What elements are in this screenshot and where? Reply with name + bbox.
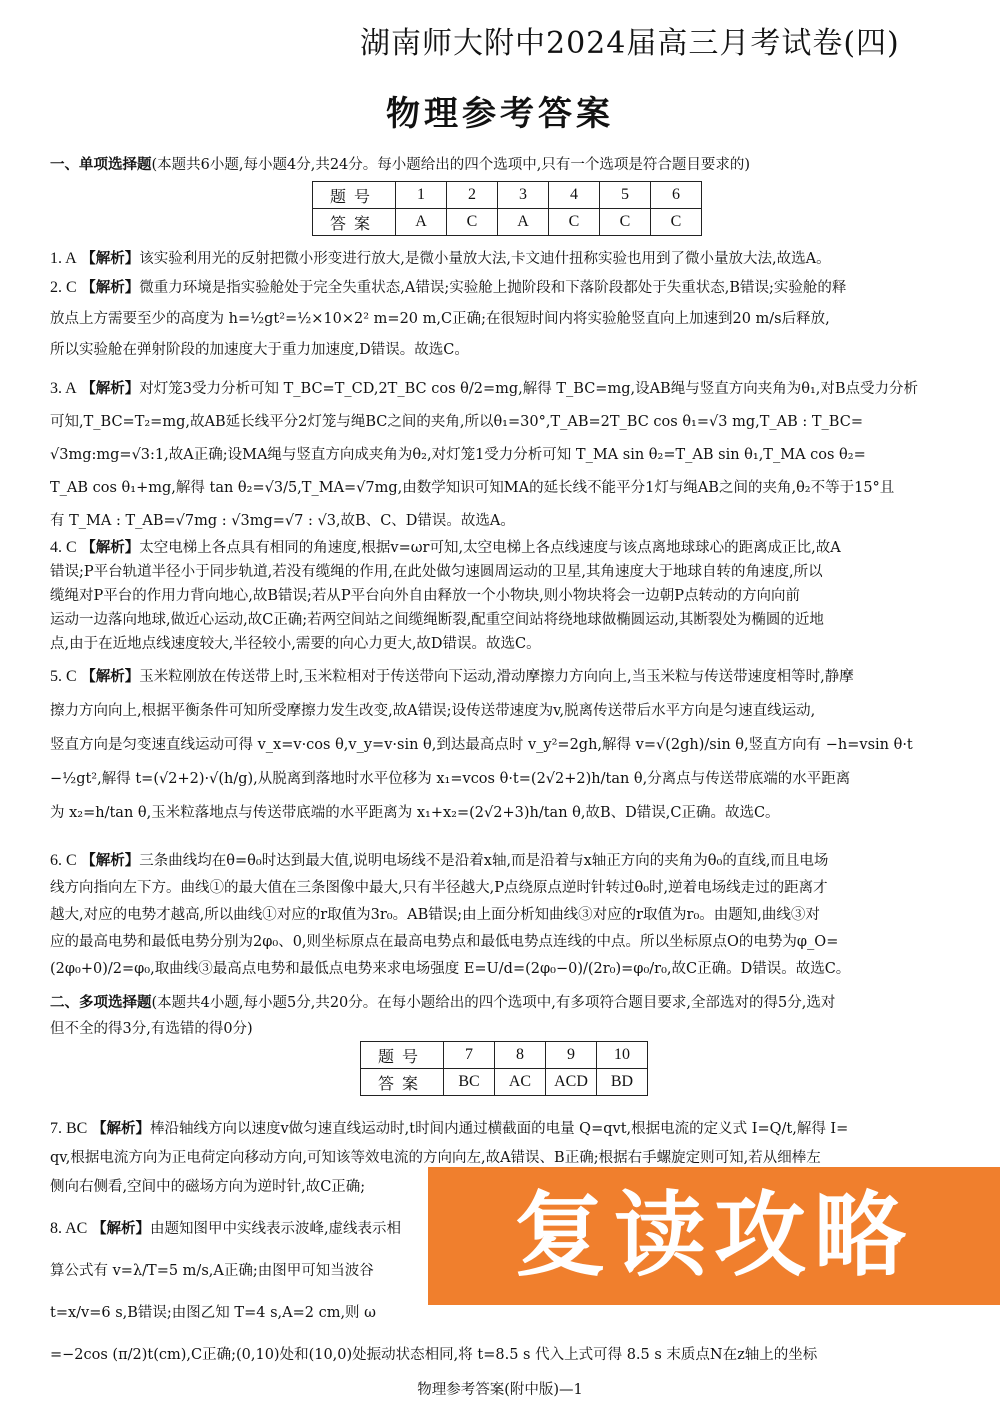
question-number: 8 (495, 1042, 546, 1069)
question-5-explanation (50, 660, 955, 830)
question-3-answer: 3. A (50, 380, 77, 397)
explanation-line: 放点上方需要至少的高度为 h=½gt²=½×10×2² m=20 m,C正确;在很短时间内将实验舱竖直向上加速到20 m/s后释放, (50, 311, 830, 327)
explanation-line: 太空电梯上各点具有相同的角速度,根据v=ωr可知,太空电梯上各点线速度与该点离地球球心的距离成正比,故A (139, 540, 841, 556)
table-row (361, 1069, 648, 1096)
question-number: 5 (600, 182, 651, 209)
section1-heading-bold: 一、单项选择题 (50, 156, 152, 173)
explanation-line: =−2cos (π/2)t(cm),C正确;(0,10)处和(10,0)处振动状态相同,将 t=8.5 s 代入上式可得 8.5 s 末质点N在z轴上的坐标 (50, 1347, 818, 1363)
document-title: 物理参考答案 (386, 94, 614, 134)
watermark-text: 复读攻略 (513, 1182, 914, 1289)
question-number: 3 (498, 182, 549, 209)
question-2-explanation (50, 272, 955, 366)
question-7-answer: 7. BC (50, 1120, 88, 1137)
explanation-line: 算公式有 v=λ/T=5 m/s,A正确;由图甲可知当波谷 (50, 1263, 374, 1279)
section2-heading-rest: (本题共4小题,每小题5分,共20分。在每小题给出的四个选项中,有多项符合题目要求,全部选对的得5分,选对 (151, 995, 836, 1011)
explanation-line: 由题知图甲中实线表示波峰,虚线表示相 (149, 1221, 402, 1237)
answer-cell: C (549, 209, 600, 236)
question-number: 6 (651, 182, 702, 209)
question-6-answer: 6. C (50, 852, 77, 869)
exam-title: 湖南师大附中2024届高三月考试卷(四) (360, 26, 900, 61)
explanation-line: 缆绳对P平台的作用力背向地心,故B错误;若从P平台向外自由释放一个小物块,则小物块将会一边朝P点转动的方向向前 (50, 588, 801, 604)
explanation-line: 棒沿轴线方向以速度v做匀速直线运动时,t时间内通过横截面的电量 Q=qvt,根据电流的定义式 I=Q/t,解得 I= (149, 1121, 849, 1137)
watermark-banner (428, 1167, 1000, 1305)
question-8-answer: 8. AC (50, 1220, 88, 1237)
explanation-line: 该实验利用光的反射把微小形变进行放大,是微小量放大法,卡文迪什扭称实验也用到了微小量放大法,故选A。 (139, 251, 831, 267)
table-answer-label: 答案 (313, 209, 396, 236)
question-number: 7 (444, 1042, 495, 1069)
page-footer: 物理参考答案(附中版)—1 (417, 1382, 583, 1398)
explanation-line: T_AB cos θ₁+mg,解得 tan θ₂=√3/5,T_MA=√7mg,由数学知识可知MA的延长线不能平分1灯与绳AB之间的夹角,θ₂不等于15°且 (50, 480, 895, 496)
analysis-tag: 【解析】 (91, 1120, 150, 1137)
analysis-tag: 【解析】 (81, 539, 140, 556)
question-number: 2 (447, 182, 498, 209)
explanation-line: 线方向指向左下方。曲线①的最大值在三条图像中最大,只有半径越大,P点绕原点逆时针转过θ₀时,逆着电场线走过的距离才 (50, 880, 828, 896)
table-answer-label: 答案 (361, 1069, 444, 1096)
explanation-line: 玉米粒刚放在传送带上时,玉米粒相对于传送带向下运动,滑动摩擦力方向向上,当玉米粒与传送带速度相等时,静摩 (139, 669, 854, 685)
question-3-explanation (50, 372, 955, 538)
section1-heading-rest: (本题共6小题,每小题4分,共24分。每小题给出的四个选项中,只有一个选项是符合题目要求的) (151, 157, 751, 173)
section1-heading (50, 152, 955, 178)
explanation-line: (2φ₀+0)/2=φ₀,取曲线③最高点电势和最低点电势来求电场强度 E=U/d=(2φ₀−0)/(2r₀)=φ₀/r₀,故C正确。D错误。故选C。 (50, 961, 851, 977)
question-6-explanation (50, 847, 955, 983)
answer-cell: C (651, 209, 702, 236)
explanation-line: 点,由于在近地点线速度较大,半径较小,需要的向心力更大,故D错误。故选C。 (50, 636, 541, 652)
question-1-explanation (50, 247, 955, 271)
explanation-line: 有 T_MA : T_AB=√7mg : √3mg=√7 : √3,故B、C、D错误。故选A。 (50, 513, 515, 529)
explanation-line: 所以实验舱在弹射阶段的加速度大于重力加速度,D错误。故选C。 (50, 342, 469, 358)
section2-heading-bold: 二、多项选择题 (50, 994, 152, 1011)
answer-cell: ACD (546, 1069, 597, 1096)
explanation-line: t=x/v=6 s,B错误;由图乙知 T=4 s,A=2 cm,则 ω (50, 1305, 376, 1321)
explanation-line: −½gt²,解得 t=(√2+2)·√(h/g),从脱离到落地时水平位移为 x₁=vcos θ·t=(2√2+2)h/tan θ,分离点与传送带底端的水平距离 (50, 771, 851, 787)
question-4-answer: 4. C (50, 539, 77, 556)
table-row (361, 1042, 648, 1069)
explanation-line: 三条曲线均在θ=θ₀时达到最大值,说明电场线不是沿着x轴,而是沿着与x轴正方向的夹角为θ₀的直线,而且电场 (139, 853, 829, 869)
explanation-line: 越大,对应的电势才越高,所以曲线①对应的r取值为3r₀。AB错误;由上面分析知曲线③对应的r取值为r₀。由题知,曲线③对 (50, 907, 820, 923)
explanation-line: 错误;P平台轨道半径小于同步轨道,若没有缆绳的作用,在此处做匀速圆周运动的卫星,其角速度大于地球自转的角速度,所以 (50, 564, 823, 580)
question-number: 10 (597, 1042, 648, 1069)
explanation-line: 对灯笼3受力分析可知 T_BC=T_CD,2T_BC cos θ/2=mg,解得 T_BC=mg,设AB绳与竖直方向夹角为θ₁,对B点受力分析 (139, 381, 919, 397)
explanation-line: 为 x₂=h/tan θ,玉米粒落地点与传送带底端的水平距离为 x₁+x₂=(2√2+3)h/tan θ,故B、D错误,C正确。故选C。 (50, 805, 780, 821)
analysis-tag: 【解析】 (81, 380, 140, 397)
table-row (313, 182, 702, 209)
section2-heading-rest-2: 但不全的得3分,有选错的得0分) (50, 1021, 253, 1037)
question-number: 9 (546, 1042, 597, 1069)
answer-cell: BD (597, 1069, 648, 1096)
explanation-line: 运动一边落向地球,做近心运动,故C正确;若两空间站之间缆绳断裂,配重空间站将绕地球做椭圆运动,其断裂处为椭圆的近地 (50, 612, 824, 628)
section2-heading (50, 990, 955, 1042)
table-row (313, 209, 702, 236)
question-1-answer: 1. A (50, 250, 77, 267)
explanation-line: 竖直方向是匀变速直线运动可得 v_x=v·cos θ,v_y=v·sin θ,到达最高点时 v_y²=2gh,解得 v=√(2gh)/sin θ,竖直方向有 −h=vsin θ·t (50, 737, 913, 753)
table-header-label: 题号 (361, 1042, 444, 1069)
question-2-answer: 2. C (50, 279, 77, 296)
analysis-tag: 【解析】 (91, 1220, 150, 1237)
explanation-line: 微重力环境是指实验舱处于完全失重状态,A错误;实验舱上抛阶段和下落阶段都处于失重状态,B错误;实验舱的释 (139, 280, 847, 296)
answer-cell: C (447, 209, 498, 236)
analysis-tag: 【解析】 (81, 279, 140, 296)
answer-cell: A (498, 209, 549, 236)
explanation-line: 擦力方向向上,根据平衡条件可知所受摩擦力发生改变,故A错误;设传送带速度为v,脱离传送带后水平方向是匀速直线运动, (50, 703, 816, 719)
question-5-answer: 5. C (50, 668, 77, 685)
section1-answer-table (312, 181, 702, 236)
answer-cell: AC (495, 1069, 546, 1096)
analysis-tag: 【解析】 (81, 852, 140, 869)
explanation-line: 可知,T_BC=T₂=mg,故AB延长线平分2灯笼与绳BC之间的夹角,所以θ₁=30°,T_AB=2T_BC cos θ₁=√3 mg,T_AB : T_BC= (50, 414, 863, 430)
explanation-line: 侧向右侧看,空间中的磁场方向为逆时针,故C正确; (50, 1179, 366, 1195)
question-number: 1 (396, 182, 447, 209)
explanation-line: qv,根据电流方向为正电荷定向移动方向,可知该等效电流的方向向左,故A错误、B正确;根据右手螺旋定则可知,若从细棒左 (50, 1150, 821, 1166)
explanation-line: √3mg:mg=√3:1,故A正确;设MA绳与竖直方向成夹角为θ₂,对灯笼1受力分析可知 T_MA sin θ₂=T_AB sin θ₁,T_MA cos θ₂= (50, 447, 866, 463)
explanation-line: 应的最高电势和最低电势分别为2φ₀、0,则坐标原点在最高电势点和最低电势点连线的中点。所以坐标原点O的电势为φ_O= (50, 934, 839, 950)
answer-cell: C (600, 209, 651, 236)
answer-cell: A (396, 209, 447, 236)
answer-cell: BC (444, 1069, 495, 1096)
section2-answer-table (360, 1041, 648, 1096)
question-4-explanation (50, 536, 955, 656)
table-header-label: 题号 (313, 182, 396, 209)
analysis-tag: 【解析】 (81, 250, 140, 267)
question-number: 4 (549, 182, 600, 209)
analysis-tag: 【解析】 (81, 668, 140, 685)
